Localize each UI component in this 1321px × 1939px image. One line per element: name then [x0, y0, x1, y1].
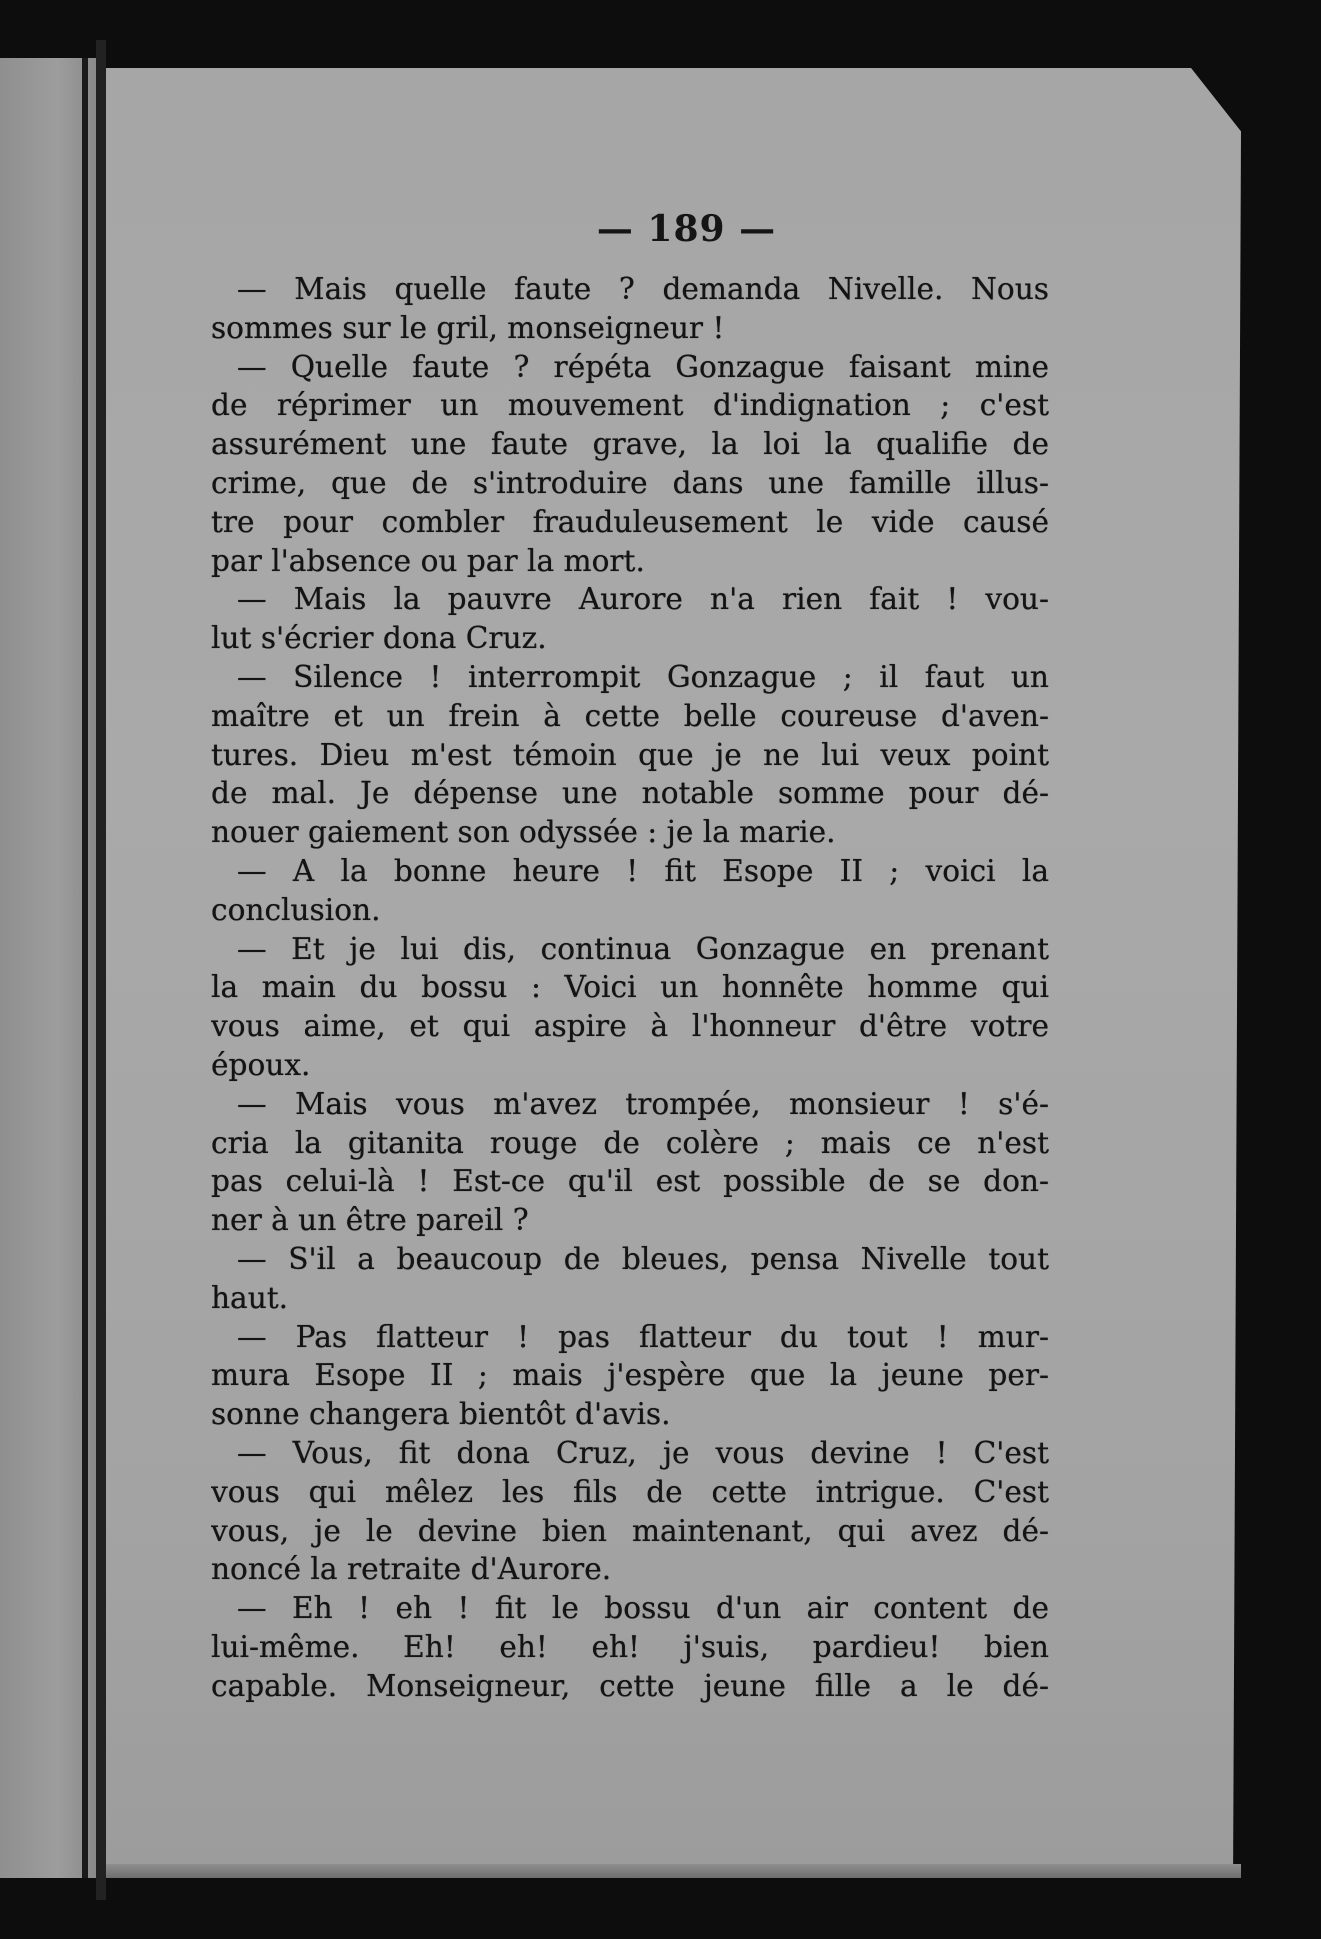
text-line: — Silence ! interrompit Gonzague ; il faut un — [237, 659, 1049, 694]
text-line: de mal. Je dépense une notable somme pour dé- — [211, 776, 1049, 811]
text-line: assurément une faute grave, la loi la qualifie de — [211, 427, 1049, 462]
page-bottom-edge — [106, 1864, 1241, 1878]
text-line: maître et un frein à cette belle coureuse d'aven- — [211, 698, 1049, 733]
text-line: — Vous, fit dona Cruz, je vous devine ! C'est — [237, 1435, 1049, 1470]
text-line: tures. Dieu m'est témoin que je ne lui veux point — [211, 737, 1049, 772]
text-line: époux. — [211, 1047, 311, 1082]
text-line: sommes sur le gril, monseigneur ! — [211, 310, 725, 345]
text-line: — A la bonne heure ! fit Esope II ; voici la — [237, 853, 1049, 888]
text-line: — Mais la pauvre Aurore n'a rien fait ! vou- — [237, 582, 1049, 617]
text-line: — Mais quelle faute ? demanda Nivelle. Nous — [237, 272, 1049, 306]
text-line: vous aime, et qui aspire à l'honneur d'être votre — [211, 1009, 1049, 1044]
text-line: capable. Monseigneur, cette jeune fille a le dé- — [211, 1668, 1049, 1703]
text-line: — Et je lui dis, continua Gonzague en prenant — [237, 931, 1049, 966]
text-line: lui-même. Eh! eh! eh! j'suis, pardieu! bien — [211, 1629, 1049, 1664]
text-line: vous, je le devine bien maintenant, qui avez dé- — [211, 1513, 1049, 1548]
text-line: lut s'écrier dona Cruz. — [211, 621, 547, 656]
text-line: par l'absence ou par la mort. — [211, 543, 645, 578]
previous-page-margin-line — [82, 58, 88, 1878]
text-line: — S'il a beaucoup de bleues, pensa Nivelle tout — [237, 1241, 1049, 1276]
page-text-block — [211, 270, 1049, 1705]
text-line: — Eh ! eh ! fit le bossu d'un air content de — [237, 1591, 1049, 1626]
text-line: haut. — [211, 1280, 289, 1315]
text-line: conclusion. — [211, 892, 381, 927]
text-line: — Quelle faute ? répéta Gonzague faisant mine — [237, 349, 1049, 384]
text-line: cria la gitanita rouge de colère ; mais ce n'est — [211, 1125, 1049, 1160]
text-line: vous qui mêlez les fils de cette intrigue. C'est — [211, 1474, 1049, 1509]
text-line: nouer gaiement son odyssée : je la marie. — [211, 815, 836, 850]
text-line: sonne changera bientôt d'avis. — [211, 1397, 671, 1432]
page-number: — 189 — — [596, 208, 777, 250]
text-line: crime, que de s'introduire dans une famille illus- — [211, 465, 1049, 500]
text-line: tre pour combler frauduleusement le vide causé — [211, 504, 1049, 539]
text-line: ner à un être pareil ? — [211, 1203, 529, 1238]
book-gutter — [96, 40, 106, 1900]
text-line: de réprimer un mouvement d'indignation ; c'est — [211, 388, 1049, 423]
text-line: — Mais vous m'avez trompée, monsieur ! s'é- — [237, 1086, 1049, 1121]
text-line: la main du bossu : Voici un honnête homme qui — [211, 970, 1049, 1005]
text-line: noncé la retraite d'Aurore. — [211, 1552, 612, 1587]
text-line: pas celui-là ! Est-ce qu'il est possible de se don- — [211, 1164, 1049, 1199]
text-line: mura Esope II ; mais j'espère que la jeune per- — [211, 1358, 1049, 1393]
text-line: — Pas flatteur ! pas flatteur du tout ! mur- — [237, 1319, 1049, 1354]
